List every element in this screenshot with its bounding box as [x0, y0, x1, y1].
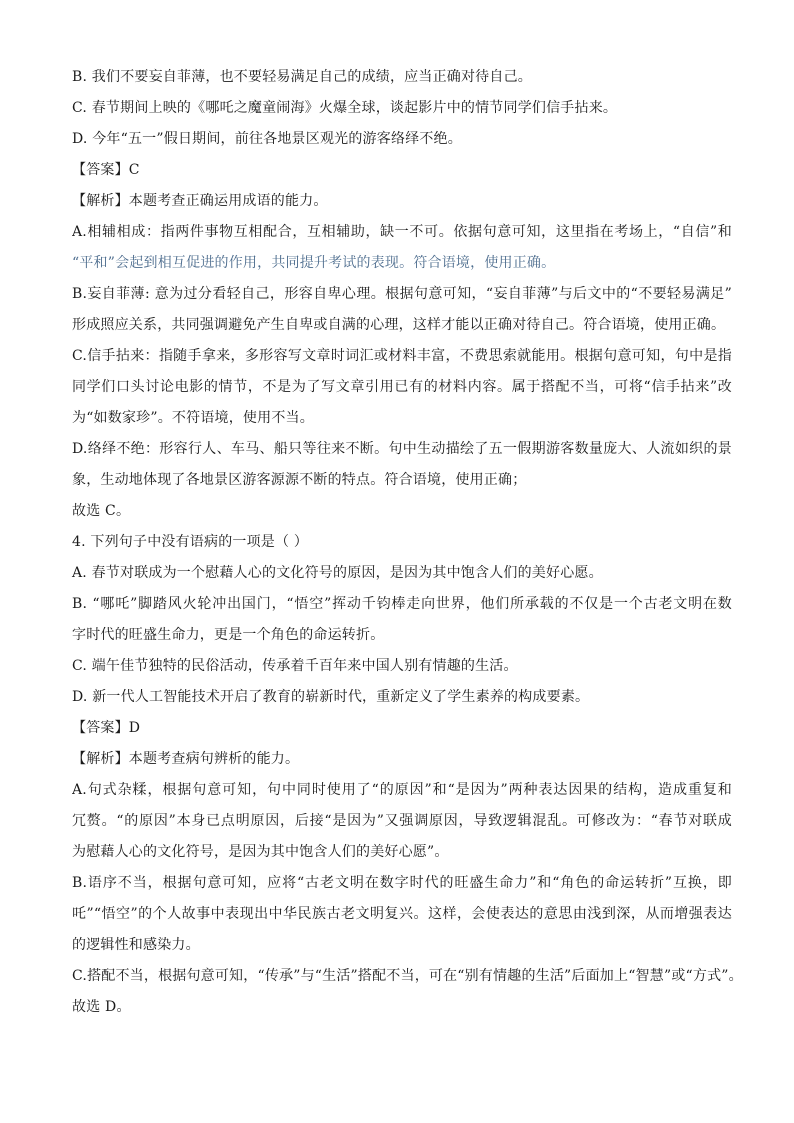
q4-analysis-b-line2: 吒”“悟空”的个人故事中表现出中华民族古老文明复兴。这样，会使表达的意思由浅到深，从而增强表达: [72, 906, 732, 922]
question-4-stem: 4. 下列句子中没有语病的一项是（ ）: [72, 534, 309, 550]
q4-analysis-intro: 【解析】本题考查病句辨析的能力。: [72, 751, 300, 767]
q4-option-b-line2: 字时代的旺盛生命力，更是一个角色的命运转折。: [72, 627, 385, 643]
q4-answer-label: 【答案】D: [72, 720, 141, 736]
option-b: B. 我们不要妄自菲薄，也不要轻易满足自己的成绩，应当正确对待自己。: [72, 69, 532, 85]
analysis-a-line2: “平和”会起到相互促进的作用，共同提升考试的表现。符合语境，使用正确。: [72, 255, 556, 271]
q4-analysis-b-line1: B.语序不当，根据句意可知，应将“古老文明在数字时代的旺盛生命力”和“角色的命运转折”互换，即: [72, 875, 732, 891]
document-page: [72, 62, 743, 1023]
analysis-a-line1: A.相辅相成：指两件事物互相配合，互相辅助，缺一不可。依据句意可知，这里指在考场上，“自信”和: [72, 224, 732, 240]
q4-analysis-b-line3: 的逻辑性和感染力。: [72, 937, 200, 953]
analysis-d-line2: 象，生动地体现了各地景区游客源源不断的特点。符合语境，使用正确；: [72, 472, 527, 488]
q4-option-a: A. 春节对联成为一个慰藉人心的文化符号的原因，是因为其中饱含人们的美好心愿。: [72, 565, 603, 581]
q4-analysis-a-line3: 为慰藉人心的文化符号，是因为其中饱含人们的美好心愿”。: [72, 844, 449, 860]
q4-option-b-line1: B. “哪吒”脚踏风火轮冲出国门，“悟空”挥动千钧棒走向世界，他们所承载的不仅是一个古老文明在数: [72, 596, 732, 612]
analysis-b-line1: B.妄自菲薄: 意为过分看轻自己，形容自卑心理。根据句意可知，“妄自菲薄”与后文中的“不要轻易满足”: [72, 286, 732, 302]
option-d: D. 今年“五一”假日期间，前往各地景区观光的游客络绎不绝。: [72, 131, 462, 147]
final-choice: 故选 C。: [72, 503, 131, 519]
q4-final-choice: 故选 D。: [72, 999, 131, 1015]
q4-option-d: D. 新一代人工智能技术开启了教育的崭新时代，重新定义了学生素养的构成要素。: [72, 689, 590, 705]
analysis-intro: 【解析】本题考查正确运用成语的能力。: [72, 193, 328, 209]
analysis-c-line3: 为“如数家珍”。不符语境，使用不当。: [72, 410, 314, 426]
q4-analysis-c-line1: C.搭配不当，根据句意可知，“传承”与“生活”搭配不当，可在“别有情趣的生活”后面加上“智慧”或“方式”。: [72, 968, 743, 984]
analysis-d-line1: D.络绎不绝：形容行人、车马、船只等往来不断。句中生动描绘了五一假期游客数量庞大、人流如织的景: [72, 441, 732, 457]
q4-option-c: C. 端午佳节独特的民俗活动，传承着千百年来中国人别有情趣的生活。: [72, 658, 518, 674]
option-c: C. 春节期间上映的《哪吒之魔童闹海》火爆全球，谈起影片中的情节同学们信手拈来。: [72, 100, 618, 116]
q4-analysis-a-line1: A.句式杂糅，根据句意可知，句中同时使用了“的原因”和“是因为”两种表达因果的结构，造成重复和: [72, 782, 732, 798]
analysis-c-line2: 同学们口头讨论电影的情节，不是为了写文章引用已有的材料内容。属于搭配不当，可将“信手拈来”改: [72, 379, 732, 395]
analysis-b-line2: 形成照应关系，共同强调避免产生自卑或自满的心理，这样才能以正确对待自己。符合语境，使用正确。: [72, 317, 726, 333]
answer-label: 【答案】C: [72, 162, 140, 178]
q4-analysis-a-line2: 冗赘。“的原因”本身已点明原因，后接“是因为”又强调原因，导致逻辑混乱。可修改为：“春节对联成: [72, 813, 732, 829]
analysis-c-line1: C.信手拈来：指随手拿来，多形容写文章时词汇或材料丰富，不费思索就能用。根据句意可知，句中是指: [72, 348, 732, 364]
